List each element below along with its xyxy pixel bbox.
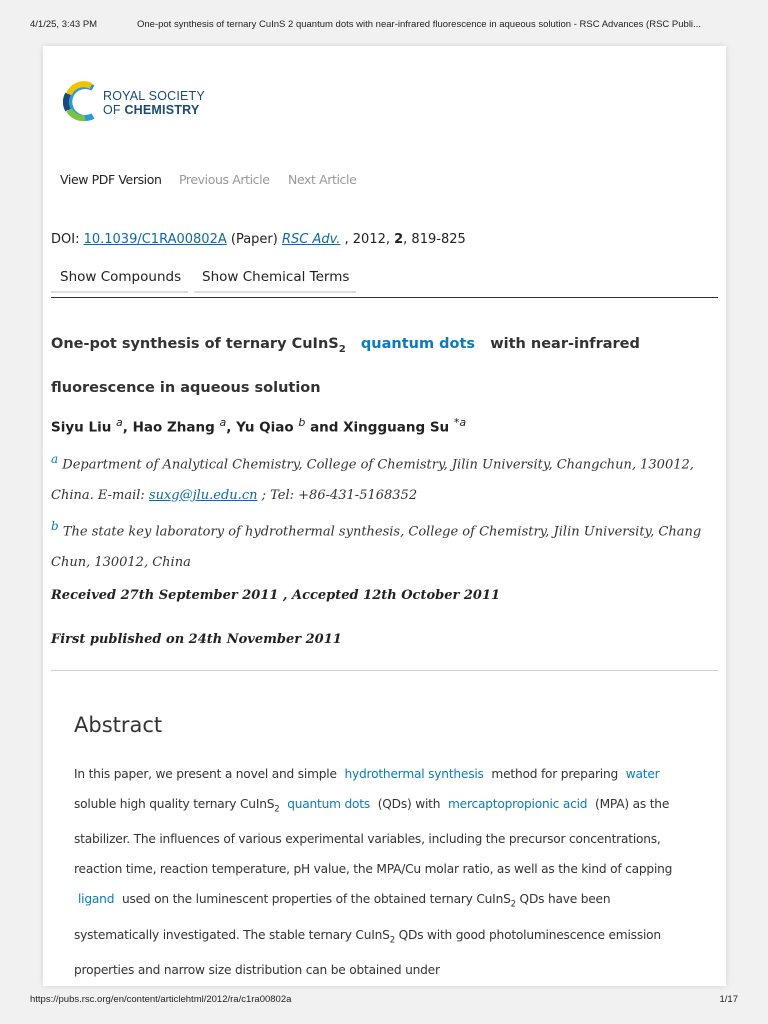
term-hydrothermal-synthesis[interactable]: hydrothermal synthesis — [344, 767, 484, 781]
rsc-logo-icon — [63, 80, 99, 124]
author-2-affil[interactable]: a — [219, 416, 227, 429]
author-4[interactable]: and Xingguang Su — [310, 419, 450, 436]
title-part1: One-pot synthesis of ternary CuInS — [51, 336, 339, 352]
article-title — [51, 325, 711, 408]
first-published-date: First published on 24th November 2011 — [51, 632, 342, 647]
print-timestamp: 4/1/25, 3:43 PM — [30, 19, 98, 30]
doi-line — [51, 232, 466, 247]
print-page-title: One-pot synthesis of ternary CuInS 2 quantum dots with near-infrared fluorescence in aqueous solution - RSC Advances (RSC Publi... — [137, 19, 701, 30]
author-1[interactable]: Siyu Liu — [51, 419, 112, 436]
abstract-text-6: used on the luminescent properties of the obtained ternary CuInS — [121, 892, 511, 907]
doi-pages: , 819-825 — [403, 232, 466, 247]
doi-prefix: DOI: — [51, 232, 84, 247]
abstract-text-5: (MPA) as the stabilizer. The influences of various experimental variables, including the precursor concentrations, reaction time, reaction temperature, pH value, the MPA/Cu molar ratio, as well as the kind of capping — [74, 797, 673, 877]
logo-line2-prefix: OF — [103, 103, 125, 117]
abstract-heading: Abstract — [74, 713, 163, 737]
doi-type: (Paper) — [226, 232, 282, 247]
print-footer — [0, 992, 768, 1024]
affiliation-b-text: The state key laboratory of hydrothermal synthesis, College of Chemistry, Jilin University, Chang Chun, 130012, China — [51, 524, 702, 571]
logo-line1: ROYAL SOCIETY — [103, 89, 205, 103]
doi-volume: 2 — [394, 232, 404, 247]
doi-link[interactable]: 10.1039/C1RA00802A — [83, 232, 227, 247]
print-url: https://pubs.rsc.org/en/content/articlehtml/2012/ra/c1ra00802a — [30, 994, 292, 1005]
abstract-body — [74, 759, 696, 985]
tools-bar — [51, 262, 718, 298]
article-page — [43, 46, 726, 986]
title-subscript: 2 — [338, 343, 346, 355]
affiliation-a — [51, 444, 718, 511]
affiliation-a-text: Department of Analytical Chemistry, College of Chemistry, Jilin University, Changchun, 130012, China. E-mail: — [51, 457, 694, 503]
term-quantum-dots[interactable]: quantum dots — [287, 797, 371, 811]
author-4-affil[interactable]: *a — [453, 416, 467, 429]
affiliation-a-tel: ; Tel: +86-431-5168352 — [261, 487, 418, 503]
abstract-text-4: (QDs) with — [377, 797, 441, 811]
abstract-text-1: In this paper, we present a novel and simple — [74, 767, 337, 781]
abstract-text-3: soluble high quality ternary CuInS — [74, 797, 275, 811]
abstract-text-2: method for preparing — [491, 767, 619, 781]
abstract-subscript-2: 2 — [510, 899, 516, 910]
author-list: Siyu Liu $^a$, Hao Zhang $^a$, Yu Qiao $^b$ and Xingguang Su $^{*a}$ — [51, 416, 467, 436]
title-term-link[interactable]: quantum dots — [360, 336, 476, 352]
journal-link[interactable]: RSC Adv. — [281, 232, 341, 247]
abstract-subscript-3: 2 — [389, 935, 395, 946]
next-article-link[interactable]: Next Article — [288, 172, 357, 187]
section-divider — [51, 670, 718, 671]
abstract-subscript-1: 2 — [274, 804, 280, 815]
term-water[interactable]: water — [625, 767, 660, 781]
author-1-affil[interactable]: a — [116, 416, 123, 429]
previous-article-link[interactable]: Previous Article — [179, 172, 270, 187]
print-page-number: 1/17 — [719, 994, 738, 1005]
logo-line2 — [103, 103, 199, 117]
print-header — [0, 0, 768, 46]
logo-line2-bold: CHEMISTRY — [124, 103, 200, 117]
affiliation-a-label: a — [51, 452, 59, 466]
abstract-text-7: QDs have been systematically investigated. The stable ternary CuInS — [74, 892, 611, 942]
view-pdf-link[interactable]: View PDF Version — [60, 172, 162, 187]
show-compounds-button[interactable]: Show Compounds — [51, 269, 188, 293]
rsc-logo[interactable] — [63, 80, 223, 124]
affiliation-b — [51, 511, 718, 578]
author-2[interactable]: Hao Zhang — [132, 419, 215, 436]
author-3-affil[interactable]: b — [298, 416, 306, 429]
received-accepted-dates: Received 27th September 2011 , Accepted 12th October 2011 — [51, 588, 501, 603]
author-3[interactable]: Yu Qiao — [236, 419, 294, 436]
affiliations — [51, 444, 718, 579]
email-link[interactable]: suxg@jlu.edu.cn — [148, 487, 258, 503]
show-chemical-terms-button[interactable]: Show Chemical Terms — [194, 269, 356, 293]
term-mercaptopropionic-acid[interactable]: mercaptopropionic acid — [447, 797, 588, 811]
affiliation-b-label: b — [51, 519, 59, 534]
term-ligand[interactable]: ligand — [78, 892, 115, 907]
title-part2: with near-infrared fluorescence in aqueous solution — [51, 336, 640, 396]
doi-year: , 2012, — [340, 232, 395, 247]
abstract-text-8: QDs with good photoluminescence emission properties and narrow size distribution can be obtained under — [74, 927, 661, 978]
